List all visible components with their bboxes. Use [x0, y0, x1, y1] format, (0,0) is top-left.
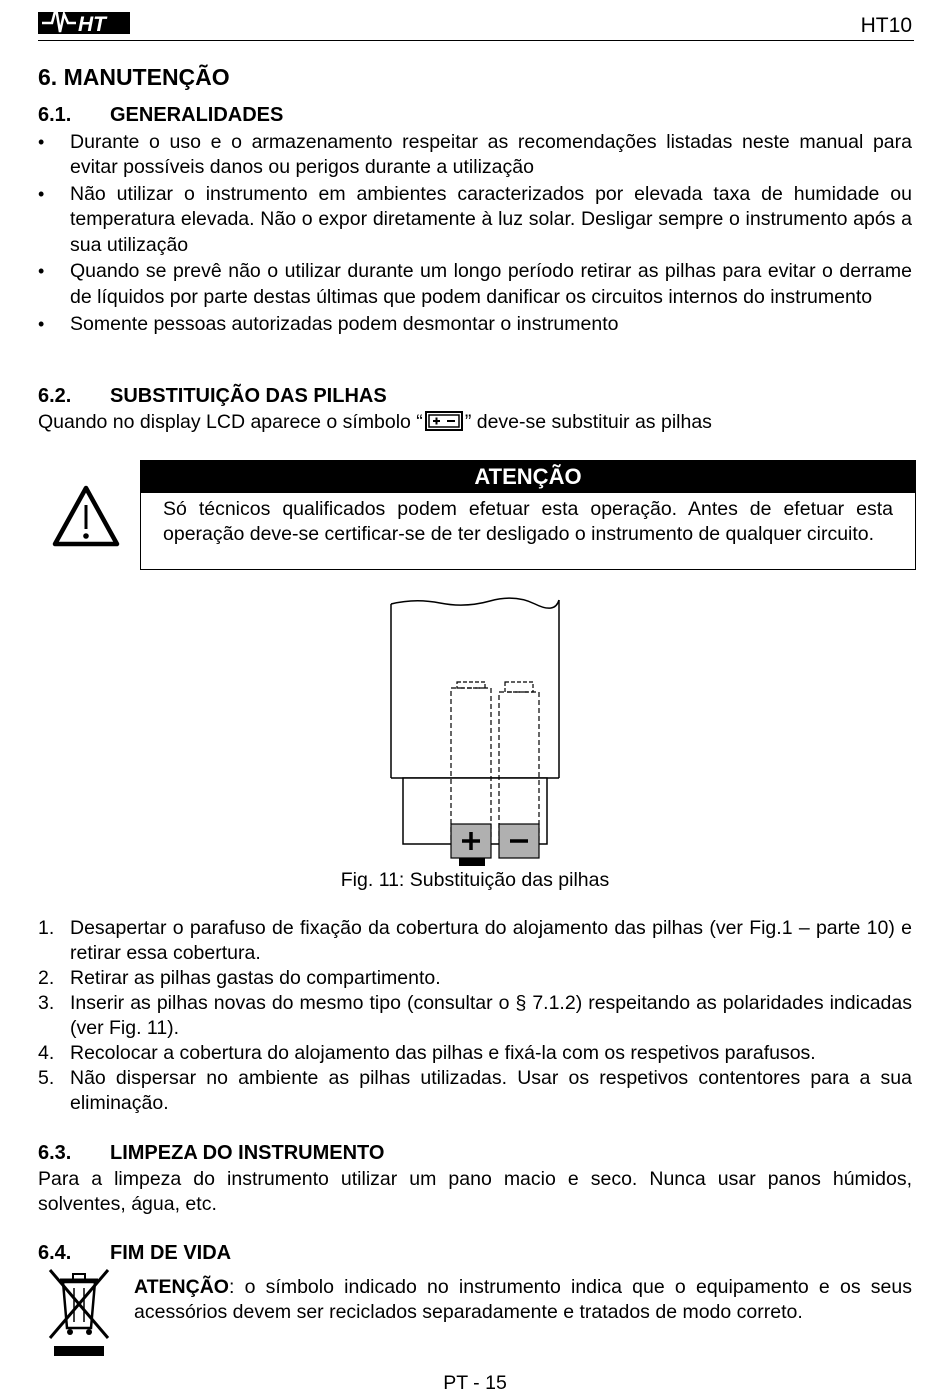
list-item	[38, 916, 912, 966]
step-number: 2.	[38, 967, 55, 989]
crossed-bin-icon	[46, 1266, 112, 1358]
step-number: 3.	[38, 992, 55, 1014]
figure-caption: Fig. 11: Substituição das pilhas	[340, 869, 610, 891]
battery-intro	[38, 410, 912, 435]
section-number-6-4: 6.4.	[38, 1242, 72, 1264]
model-name: HT10	[860, 14, 912, 37]
cleaning-text: Para a limpeza do instrumento utilizar um pano macio e seco. Nunca usar panos húmidos, solventes, água, etc.	[38, 1168, 912, 1215]
section-title-fim-de-vida: FIM DE VIDA	[110, 1242, 232, 1264]
battery-compartment-figure	[385, 596, 565, 868]
step-text: Recolocar a cobertura do alojamento das pilhas e fixá-la com os respetivos parafusos.	[70, 1042, 816, 1064]
warning-triangle-icon	[52, 485, 120, 547]
warning-text: Só técnicos qualificados podem efetuar esta operação. Antes de efetuar esta operação deve-se certificar-se de ter desligado o instrumento de qualquer circuito.	[163, 498, 893, 545]
step-number: 5.	[38, 1067, 55, 1089]
list-item: • Durante o uso e o armazenamento respeitar as recomendações listadas neste manual para evitar possíveis danos ou perigos durante a utilização	[38, 130, 912, 181]
list-item: • Somente pessoas autorizadas podem desmontar o instrumento	[38, 312, 912, 337]
end-of-life-body: : o símbolo indicado no instrumento indica que o equipamento e os seus acessórios devem ser reciclados separadamente e tratados de modo correto.	[134, 1276, 912, 1323]
warning-title: ATENÇÃO	[141, 461, 915, 493]
battery-steps-list	[38, 916, 912, 1116]
svg-text:HT: HT	[78, 13, 106, 36]
section-number-6-1: 6.1.	[38, 104, 72, 126]
step-text: Não dispersar no ambiente as pilhas utilizadas. Usar os respetivos contentores para a sua eliminação.	[70, 1067, 912, 1114]
section-title-substituicao: SUBSTITUIÇÃO DAS PILHAS	[110, 385, 387, 407]
page-number: PT - 15	[443, 1372, 507, 1394]
step-text: Retirar as pilhas gastas do compartimento.	[70, 967, 441, 989]
section-number-6-3: 6.3.	[38, 1142, 72, 1164]
section-title-limpeza: LIMPEZA DO INSTRUMENTO	[110, 1142, 385, 1164]
section-number-6-2: 6.2.	[38, 385, 72, 407]
list-item: • Quando se prevê não o utilizar durante um longo período retirar as pilhas para evitar o derrame de líquidos por parte destas últimas que podem danificar os circuitos internos do instrumento	[38, 259, 912, 310]
list-item	[38, 966, 912, 991]
end-of-life-text	[134, 1275, 912, 1325]
section-title-generalidades: GENERALIDADES	[110, 104, 284, 126]
list-item: • Não utilizar o instrumento em ambientes caracterizados por elevada taxa de humidade ou temperatura elevada. Não o expor diretamente à luz solar. Desligar sempre o instrumento após a sua utilização	[38, 182, 912, 258]
intro-before: Quando no display LCD aparece o símbolo “	[38, 411, 423, 433]
chapter-title: 6. MANUTENÇÃO	[38, 64, 230, 90]
header-divider	[38, 40, 914, 41]
step-number: 1.	[38, 917, 55, 939]
end-of-life-label: ATENÇÃO	[134, 1276, 229, 1298]
step-number: 4.	[38, 1042, 55, 1064]
step-text: Desapertar o parafuso de fixação da cobertura do alojamento das pilhas (ver Fig.1 – parte 10) e retirar essa cobertura.	[70, 917, 912, 964]
list-item	[38, 1066, 912, 1116]
list-item	[38, 991, 912, 1041]
ht-logo	[38, 4, 130, 36]
step-text: Inserir as pilhas novas do mesmo tipo (consultar o § 7.1.2) respeitando as polaridades indicadas (ver Fig. 11).	[70, 992, 912, 1039]
general-bullet-list	[38, 130, 912, 338]
warning-box	[140, 460, 916, 570]
list-item	[38, 1041, 912, 1066]
battery-icon	[425, 411, 463, 431]
intro-after: ” deve-se substituir as pilhas	[464, 411, 712, 433]
